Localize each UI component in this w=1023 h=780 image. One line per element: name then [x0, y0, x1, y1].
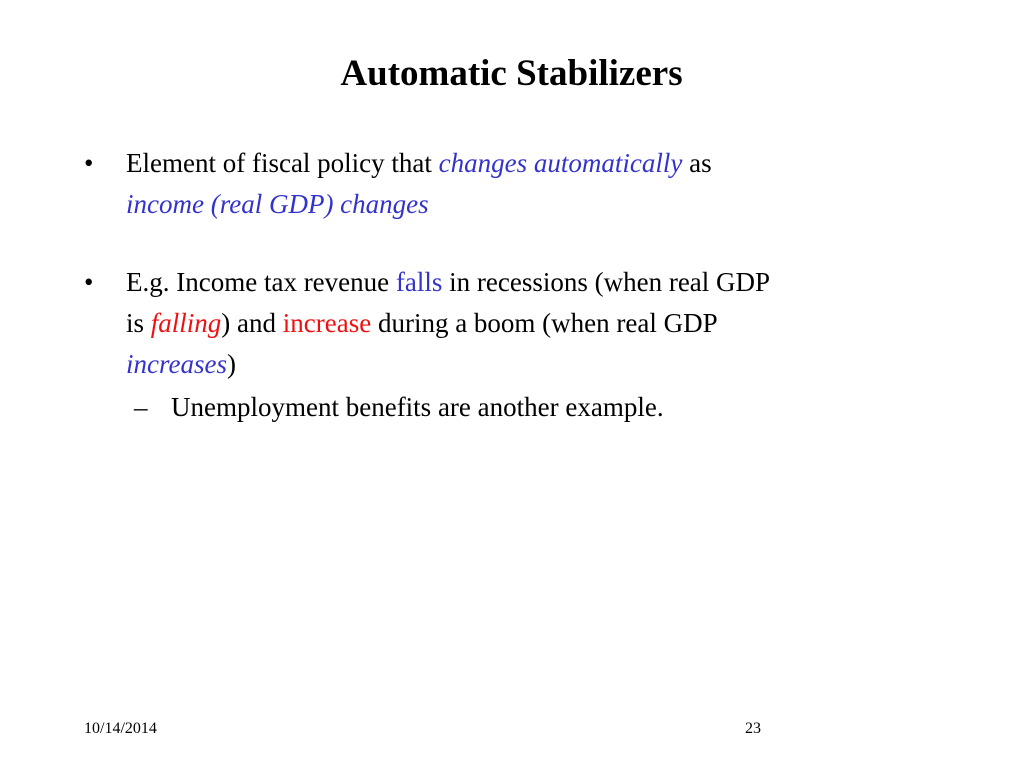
- emphasis-text: falls: [395, 267, 443, 297]
- bullet-text: is: [126, 308, 151, 338]
- bullet-text: during a boom (when real GDP: [371, 308, 718, 338]
- bullet-text: ) and: [221, 308, 283, 338]
- sub-bullet-item: [134, 387, 964, 428]
- bullet-item: [84, 262, 964, 385]
- bullet-text: as: [682, 148, 712, 178]
- bullet-text: in recessions (when real GDP: [442, 267, 771, 297]
- page-number: 23: [745, 720, 761, 737]
- bullet-marker: •: [84, 148, 94, 178]
- bullet-marker: •: [84, 267, 94, 297]
- bullet-text: E.g. Income tax revenue: [126, 267, 396, 297]
- slide-body: [84, 143, 964, 428]
- emphasis-text: changes automatically: [438, 148, 683, 178]
- emphasis-text: increases: [126, 349, 227, 379]
- bullet-item: [84, 143, 964, 225]
- bullet-text: Element of fiscal policy that: [126, 148, 439, 178]
- emphasis-text: increase: [282, 308, 372, 338]
- footer-date: 10/14/2014: [84, 720, 157, 737]
- slide-title: Automatic Stabilizers: [340, 53, 683, 94]
- dash-marker: –: [134, 392, 148, 422]
- emphasis-text: income (real GDP) changes: [126, 189, 429, 219]
- emphasis-text: falling: [150, 308, 222, 338]
- sub-bullet-text: Unemployment benefits are another example.: [171, 392, 664, 422]
- bullet-text: ): [226, 349, 236, 379]
